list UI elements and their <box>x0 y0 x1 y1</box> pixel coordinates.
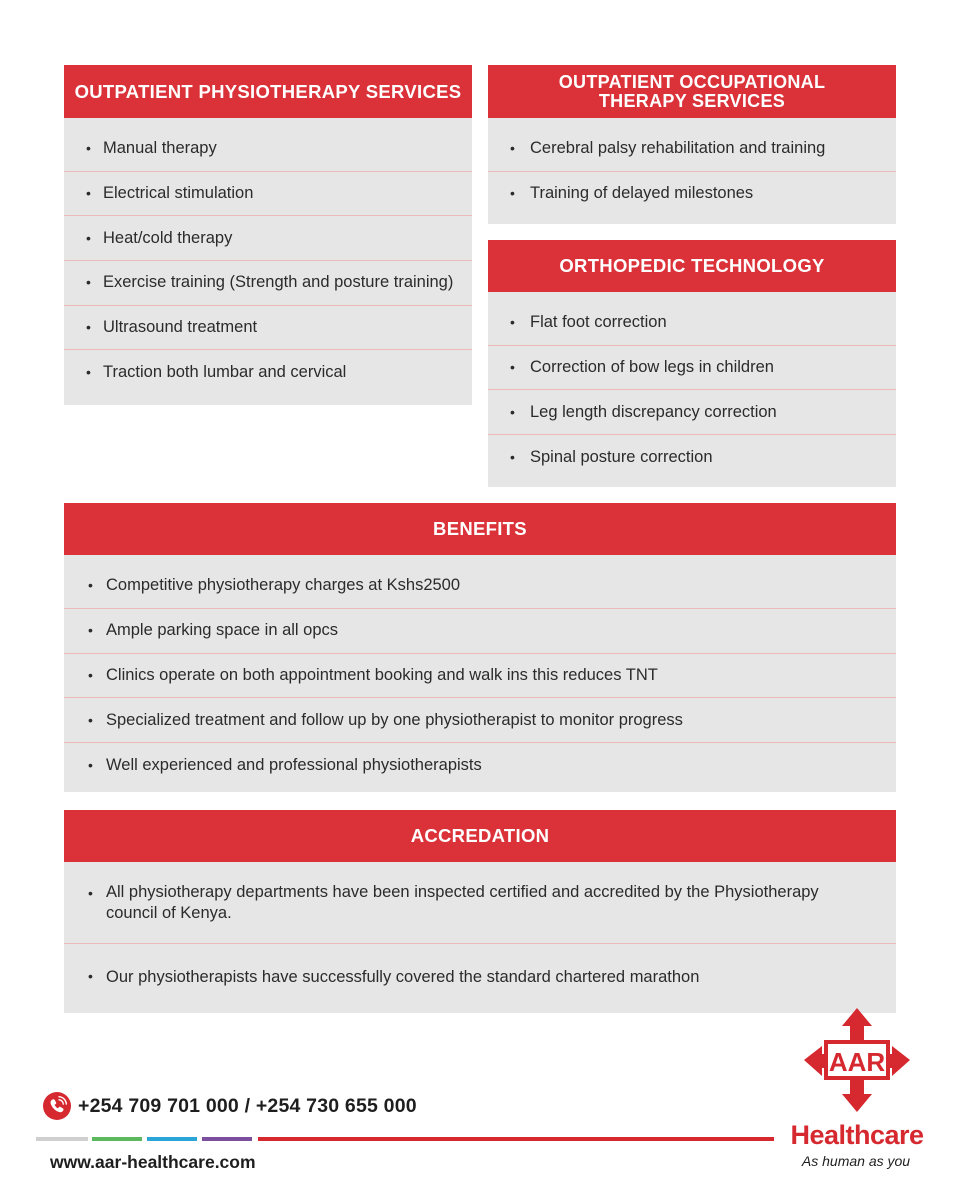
list-item: • Flat foot correction <box>488 301 896 346</box>
bullet-icon: • <box>88 968 93 984</box>
physiotherapy-services-panel <box>64 65 472 405</box>
bullet-icon: • <box>510 359 515 376</box>
orthopedic-technology-list <box>488 301 896 480</box>
orthopedic-technology-panel <box>488 240 896 487</box>
phone-numbers[interactable]: +254 709 701 000 / +254 730 655 000 <box>78 1094 417 1117</box>
list-item: • Manual therapy <box>64 127 472 172</box>
bullet-icon: • <box>88 666 93 683</box>
bullet-icon: • <box>86 274 91 291</box>
physiotherapy-services-title: OUTPATIENT PHYSIOTHERAPY SERVICES <box>64 65 472 118</box>
bullet-icon: • <box>510 448 515 465</box>
occupational-therapy-title <box>488 65 896 118</box>
bullet-icon: • <box>88 622 93 639</box>
benefits-panel <box>64 503 896 792</box>
benefits-list <box>64 564 896 788</box>
bullet-icon: • <box>86 364 91 381</box>
physiotherapy-services-list <box>64 127 472 395</box>
accreditation-list <box>64 862 896 1010</box>
accreditation-title: ACCREDATION <box>64 810 896 862</box>
bullet-icon: • <box>510 185 515 202</box>
accreditation-panel <box>64 810 896 1013</box>
logo-tagline: As human as you <box>801 1153 911 1169</box>
occupational-therapy-list <box>488 127 896 216</box>
list-item: • Clinics operate on both appointment booking and walk ins this reduces TNT <box>64 654 896 699</box>
bullet-icon: • <box>88 885 93 901</box>
orthopedic-technology-title: ORTHOPEDIC TECHNOLOGY <box>488 240 896 292</box>
benefits-title: BENEFITS <box>64 503 896 555</box>
logo-mark-text: AAR <box>828 1047 886 1077</box>
stripe-blue <box>147 1137 197 1141</box>
stripe-purple <box>202 1137 252 1141</box>
list-item: • All physiotherapy departments have been inspected certified and accredited by the Physiotherapy council of Kenya. <box>64 862 896 944</box>
occupational-title-line-1: OUTPATIENT OCCUPATIONAL <box>558 71 826 92</box>
list-item: • Our physiotherapists have successfully covered the standard chartered marathon <box>88 967 700 986</box>
bullet-icon: • <box>88 757 93 774</box>
list-item: • Cerebral palsy rehabilitation and training <box>488 127 896 172</box>
list-item: • Heat/cold therapy <box>64 216 472 261</box>
list-item: • Electrical stimulation <box>64 172 472 217</box>
logo-name: Healthcare <box>790 1120 924 1150</box>
bullet-icon: • <box>86 185 91 202</box>
stripe-red <box>258 1137 774 1141</box>
bullet-icon: • <box>510 403 515 420</box>
bullet-icon: • <box>86 140 91 157</box>
aar-logo-mark-icon <box>802 1008 912 1116</box>
phone-icon <box>42 1091 72 1121</box>
phone-contact[interactable] <box>42 1090 417 1122</box>
list-item: • Exercise training (Strength and posture training) <box>64 261 472 306</box>
bullet-icon: • <box>510 140 515 157</box>
list-item: • Specialized treatment and follow up by one physiotherapist to monitor progress <box>64 698 896 743</box>
bullet-icon: • <box>86 229 91 246</box>
list-item: • Competitive physiotherapy charges at Kshs2500 <box>64 564 896 609</box>
list-item: • Ultrasound treatment <box>64 306 472 351</box>
occupational-title-line-2: THERAPY SERVICES <box>598 90 786 111</box>
list-item: • Training of delayed milestones <box>510 184 754 203</box>
list-item: • Ample parking space in all opcs <box>64 609 896 654</box>
bullet-icon: • <box>86 319 91 336</box>
aar-healthcare-logo <box>782 1008 932 1183</box>
list-item: • Spinal posture correction <box>510 447 713 466</box>
list-item: • Leg length discrepancy correction <box>488 390 896 435</box>
list-item: • Correction of bow legs in children <box>488 346 896 391</box>
bullet-icon: • <box>88 577 93 594</box>
bullet-icon: • <box>88 711 93 728</box>
bullet-icon: • <box>510 314 515 331</box>
list-item: • Traction both lumbar and cervical <box>86 363 347 382</box>
list-item: • Well experienced and professional physiotherapists <box>88 756 482 775</box>
occupational-therapy-panel <box>488 65 896 224</box>
stripe-gray <box>36 1137 88 1141</box>
stripe-green <box>92 1137 142 1141</box>
website-link[interactable]: www.aar-healthcare.com <box>50 1152 256 1172</box>
